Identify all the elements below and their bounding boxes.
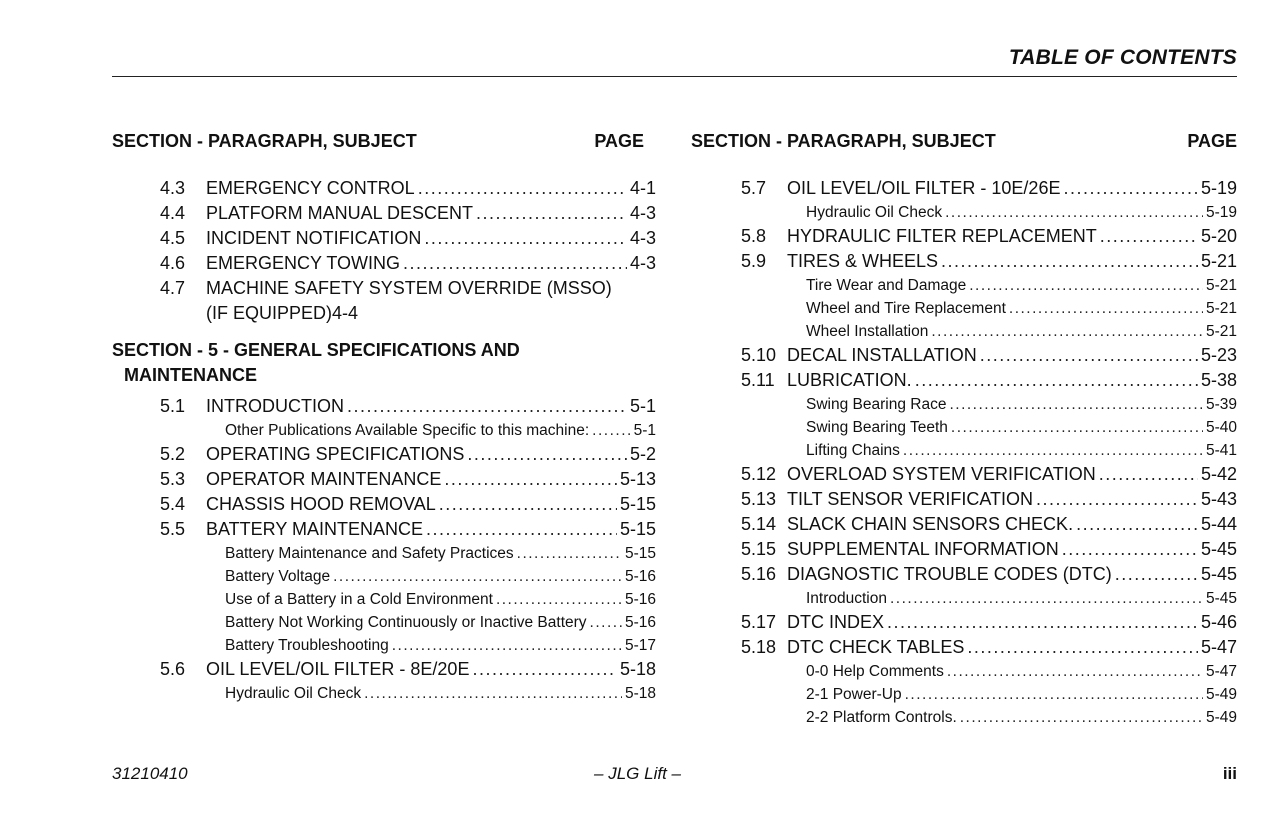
- dot-leader: [517, 542, 622, 565]
- entry-title: Tire Wear and Damage: [806, 277, 967, 294]
- dot-leader: [960, 706, 1203, 729]
- dot-leader: [980, 343, 1198, 368]
- entry-title: 0-0 Help Comments: [806, 663, 944, 680]
- entry-page: 5-45: [1200, 539, 1237, 559]
- heading-subject: SECTION - PARAGRAPH, SUBJECT: [112, 131, 417, 151]
- dot-leader: [476, 201, 627, 226]
- entry-number: 5.13: [741, 489, 777, 509]
- entry-number: 5.15: [741, 539, 777, 559]
- dot-leader: [1099, 462, 1198, 487]
- section-heading-line1: SECTION - 5 - GENERAL SPECIFICATIONS AND: [112, 340, 520, 360]
- entry-title: OVERLOAD SYSTEM VERIFICATION: [787, 464, 1096, 484]
- entry-page: 5-16: [624, 614, 656, 631]
- entry-number: 5.5: [160, 519, 186, 539]
- entry-title: LUBRICATION.: [787, 370, 912, 390]
- entry-number: 5.14: [741, 514, 777, 534]
- entry-page: 5-19: [1200, 178, 1237, 198]
- dot-leader: [364, 682, 622, 705]
- entry-page: 5-18: [619, 659, 656, 679]
- entry-page: 4-4: [332, 303, 359, 323]
- entry-page: 5-40: [1205, 419, 1237, 436]
- entry-title: EMERGENCY CONTROL: [206, 178, 415, 198]
- dot-leader: [403, 251, 627, 276]
- entry-page: 5-43: [1200, 489, 1237, 509]
- entry-page: 5-15: [619, 494, 656, 514]
- entry-title: 2-2 Platform Controls.: [806, 709, 957, 726]
- entry-page: 5-20: [1200, 226, 1237, 246]
- entry-number: 5.4: [160, 494, 186, 514]
- entry-title: DIAGNOSTIC TROUBLE CODES (DTC): [787, 564, 1112, 584]
- header-rule: [112, 76, 1237, 77]
- toc-entry[interactable]: [691, 224, 1237, 249]
- entry-number: 4.4: [160, 203, 186, 223]
- entry-number: 5.9: [741, 251, 767, 271]
- entry-page: 5-45: [1200, 564, 1237, 584]
- toc-subentry[interactable]: [112, 634, 656, 657]
- toc-subentry[interactable]: [691, 274, 1237, 297]
- toc-entry[interactable]: [691, 368, 1237, 393]
- section-5-heading: [112, 338, 552, 388]
- toc-entry[interactable]: [691, 562, 1237, 587]
- dot-leader: [1076, 512, 1198, 537]
- dot-leader: [931, 320, 1203, 343]
- entry-title: DTC CHECK TABLES: [787, 637, 965, 657]
- dot-leader: [903, 439, 1203, 462]
- toc-entry[interactable]: [112, 657, 656, 682]
- toc-subentry[interactable]: [691, 393, 1237, 416]
- entry-page: 5-15: [619, 519, 656, 539]
- toc-subentry[interactable]: [691, 587, 1237, 610]
- toc-list-section4: [112, 176, 656, 326]
- entry-page: 5-2: [629, 444, 656, 464]
- entry-page: 5-13: [619, 469, 656, 489]
- toc-subentry[interactable]: [112, 682, 656, 705]
- entry-title: 2-1 Power-Up: [806, 686, 902, 703]
- toc-subentry[interactable]: [112, 419, 656, 442]
- entry-title: CHASSIS HOOD REMOVAL: [206, 494, 436, 514]
- entry-title: Wheel and Tire Replacement: [806, 300, 1006, 317]
- dot-leader: [1036, 487, 1198, 512]
- entry-page: 5-17: [624, 637, 656, 654]
- entry-title: Swing Bearing Teeth: [806, 419, 948, 436]
- entry-page: 5-21: [1205, 323, 1237, 340]
- entry-number: 5.16: [741, 564, 777, 584]
- dot-leader: [496, 588, 622, 611]
- entry-title: HYDRAULIC FILTER REPLACEMENT: [787, 226, 1097, 246]
- entry-number: 5.17: [741, 612, 777, 632]
- dot-leader: [418, 176, 627, 201]
- entry-page: 5-21: [1205, 300, 1237, 317]
- entry-page: 5-44: [1200, 514, 1237, 534]
- entry-title: SUPPLEMENTAL INFORMATION: [787, 539, 1059, 559]
- entry-title: PLATFORM MANUAL DESCENT: [206, 203, 474, 223]
- toc-entry[interactable]: [112, 251, 656, 276]
- entry-title: DECAL INSTALLATION: [787, 345, 977, 365]
- entry-title: TIRES & WHEELS: [787, 251, 939, 271]
- dot-leader: [949, 393, 1203, 416]
- entry-number: 5.2: [160, 444, 186, 464]
- toc-entry[interactable]: [112, 394, 656, 419]
- dot-leader: [1009, 297, 1203, 320]
- toc-list-section5: [112, 394, 656, 705]
- entry-number: 5.18: [741, 637, 777, 657]
- toc-subentry[interactable]: [112, 542, 656, 565]
- dot-leader: [967, 635, 1198, 660]
- toc-entry[interactable]: [112, 517, 656, 542]
- toc-subentry[interactable]: [691, 660, 1237, 683]
- toc-subentry[interactable]: [112, 565, 656, 588]
- toc-entry[interactable]: [691, 176, 1237, 201]
- entry-number: 4.7: [160, 278, 186, 298]
- toc-subentry[interactable]: [691, 683, 1237, 706]
- entry-number: 5.8: [741, 226, 767, 246]
- footer-doc-number: 31210410: [112, 764, 188, 783]
- entry-page: 5-46: [1200, 612, 1237, 632]
- dot-leader: [590, 611, 622, 634]
- toc-subentry[interactable]: [691, 416, 1237, 439]
- toc-entry[interactable]: [112, 176, 656, 201]
- entry-page: 5-23: [1200, 345, 1237, 365]
- entry-title: MACHINE SAFETY SYSTEM OVERRIDE (MSSO): [206, 278, 612, 298]
- entry-page: 5-47: [1205, 663, 1237, 680]
- entry-page: 4-3: [629, 203, 656, 223]
- column-heading: [112, 128, 644, 154]
- entry-page: 5-21: [1200, 251, 1237, 271]
- dot-leader: [444, 467, 617, 492]
- dot-leader: [915, 368, 1198, 393]
- entry-page: 5-49: [1205, 709, 1237, 726]
- entry-number: 5.12: [741, 464, 777, 484]
- toc-entry[interactable]: [691, 249, 1237, 274]
- column-heading: [691, 128, 1237, 154]
- dot-leader: [439, 492, 617, 517]
- toc-entry[interactable]: [691, 343, 1237, 368]
- entry-number: 4.6: [160, 253, 186, 273]
- dot-leader: [426, 517, 617, 542]
- entry-number: 4.3: [160, 178, 186, 198]
- toc-entry[interactable]: [112, 301, 656, 326]
- dot-leader: [951, 416, 1203, 439]
- dot-leader: [947, 660, 1203, 683]
- entry-page: 5-42: [1200, 464, 1237, 484]
- entry-number: 5.1: [160, 396, 186, 416]
- entry-title: Hydraulic Oil Check: [225, 685, 362, 702]
- toc-entry[interactable]: [691, 537, 1237, 562]
- dot-leader: [467, 442, 627, 467]
- entry-title: Swing Bearing Race: [806, 396, 947, 413]
- heading-subject: SECTION - PARAGRAPH, SUBJECT: [691, 131, 996, 151]
- toc-entry[interactable]: [691, 462, 1237, 487]
- entry-page: 4-3: [629, 253, 656, 273]
- toc-column-right: [691, 128, 1237, 729]
- entry-title: INCIDENT NOTIFICATION: [206, 228, 422, 248]
- entry-page: 4-1: [629, 178, 656, 198]
- entry-title: Introduction: [806, 590, 887, 607]
- entry-page: 4-3: [629, 228, 656, 248]
- entry-page: 5-18: [624, 685, 656, 702]
- entry-page: 5-16: [624, 568, 656, 585]
- dot-leader: [1115, 562, 1198, 587]
- dot-leader: [592, 419, 630, 442]
- dot-leader: [887, 610, 1198, 635]
- dot-leader: [472, 657, 617, 682]
- footer-publisher: – JLG Lift –: [594, 764, 681, 783]
- toc-entry[interactable]: [112, 492, 656, 517]
- entry-number: 5.7: [741, 178, 767, 198]
- entry-title: Hydraulic Oil Check: [806, 204, 943, 221]
- entry-page: 5-41: [1205, 442, 1237, 459]
- dot-leader: [1100, 224, 1198, 249]
- dot-leader: [941, 249, 1198, 274]
- entry-title: OPERATOR MAINTENANCE: [206, 469, 442, 489]
- entry-page: 5-38: [1200, 370, 1237, 390]
- entry-title: Battery Troubleshooting: [225, 637, 389, 654]
- dot-leader: [890, 587, 1203, 610]
- entry-title: BATTERY MAINTENANCE: [206, 519, 424, 539]
- entry-page: 5-15: [624, 545, 656, 562]
- entry-number: 5.6: [160, 659, 186, 679]
- entry-title: OIL LEVEL/OIL FILTER - 10E/26E: [787, 178, 1061, 198]
- entry-number: 5.11: [741, 370, 775, 390]
- toc-subentry[interactable]: [691, 201, 1237, 224]
- entry-title: Other Publications Available Specific to this machine:: [225, 422, 590, 439]
- toc-subentry[interactable]: [112, 588, 656, 611]
- entry-number: 4.5: [160, 228, 186, 248]
- section-heading-line2: MAINTENANCE: [124, 365, 257, 385]
- toc-entry[interactable]: [691, 487, 1237, 512]
- entry-number: 5.10: [741, 345, 777, 365]
- entry-page: 5-49: [1205, 686, 1237, 703]
- entry-title: DTC INDEX: [787, 612, 885, 632]
- entry-page: 5-21: [1205, 277, 1237, 294]
- toc-entry[interactable]: [112, 226, 656, 251]
- dot-leader: [392, 634, 622, 657]
- entry-page: 5-19: [1205, 204, 1237, 221]
- toc-entry[interactable]: [112, 467, 656, 492]
- toc-entry[interactable]: [112, 276, 656, 301]
- dot-leader: [333, 565, 622, 588]
- toc-entry[interactable]: [112, 442, 656, 467]
- dot-leader: [945, 201, 1203, 224]
- entry-title: TILT SENSOR VERIFICATION: [787, 489, 1034, 509]
- entry-page: 5-39: [1205, 396, 1237, 413]
- entry-title: SLACK CHAIN SENSORS CHECK.: [787, 514, 1074, 534]
- entry-number: 5.3: [160, 469, 186, 489]
- entry-title: Lifting Chains: [806, 442, 900, 459]
- entry-title: INTRODUCTION: [206, 396, 344, 416]
- toc-subentry[interactable]: [691, 297, 1237, 320]
- entry-page: 5-45: [1205, 590, 1237, 607]
- entry-page: 5-1: [633, 422, 656, 439]
- dot-leader: [347, 394, 627, 419]
- entry-title: Battery Maintenance and Safety Practices: [225, 545, 514, 562]
- entry-page: 5-16: [624, 591, 656, 608]
- dot-leader: [1063, 176, 1198, 201]
- entry-title: Wheel Installation: [806, 323, 929, 340]
- heading-page: PAGE: [1187, 131, 1237, 151]
- toc-entry[interactable]: [691, 635, 1237, 660]
- toc-entry[interactable]: [691, 512, 1237, 537]
- toc-subentry[interactable]: [691, 706, 1237, 729]
- toc-list-section5-continued: [691, 176, 1237, 729]
- entry-title: Battery Voltage: [225, 568, 331, 585]
- toc-subentry[interactable]: [691, 320, 1237, 343]
- toc-column-left: [112, 128, 656, 705]
- entry-page: 5-1: [629, 396, 656, 416]
- footer-page-number: iii: [1222, 764, 1237, 783]
- toc-subentry[interactable]: [691, 439, 1237, 462]
- toc-entry[interactable]: [691, 610, 1237, 635]
- dot-leader: [969, 274, 1203, 297]
- entry-page: 5-47: [1200, 637, 1237, 657]
- entry-title: EMERGENCY TOWING: [206, 253, 401, 273]
- dot-leader: [1062, 537, 1198, 562]
- dot-leader: [424, 226, 627, 251]
- dot-leader: [905, 683, 1203, 706]
- heading-page: PAGE: [594, 131, 644, 151]
- toc-subentry[interactable]: [112, 611, 656, 634]
- entry-title: Battery Not Working Continuously or Inactive Battery: [225, 614, 587, 631]
- entry-title: Use of a Battery in a Cold Environment: [225, 591, 493, 608]
- entry-title: OPERATING SPECIFICATIONS: [206, 444, 465, 464]
- toc-entry[interactable]: [112, 201, 656, 226]
- entry-title: (IF EQUIPPED): [206, 303, 333, 323]
- entry-title: OIL LEVEL/OIL FILTER - 8E/20E: [206, 659, 470, 679]
- page-title: TABLE OF CONTENTS: [1008, 46, 1237, 69]
